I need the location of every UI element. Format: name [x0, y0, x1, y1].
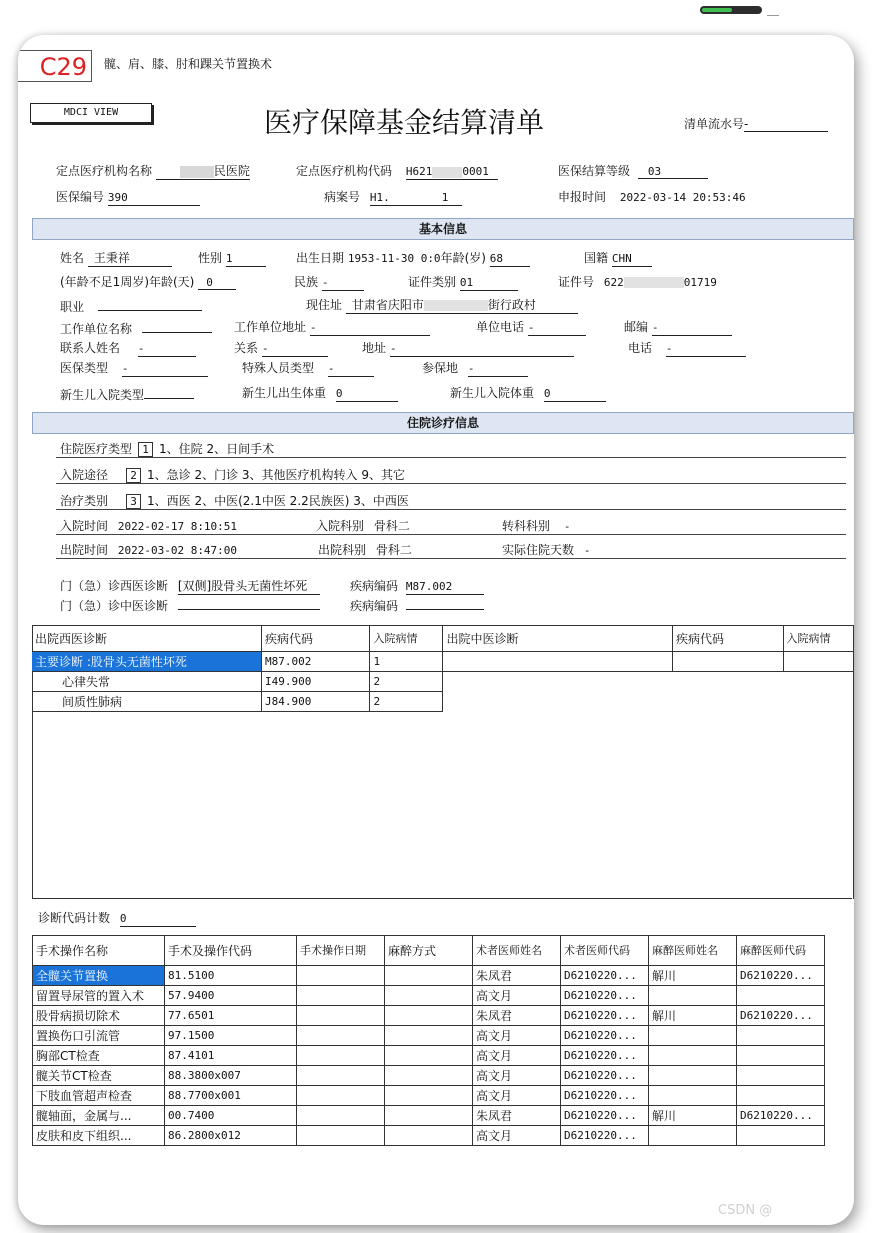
table-row[interactable]	[33, 1026, 825, 1046]
infant-age: (年龄不足1周岁)年龄(天) 0	[60, 273, 236, 290]
insurance-type: 医保类型 -	[60, 359, 208, 377]
op-header-anes: 麻醉方式	[385, 936, 473, 966]
mdci-view-button[interactable]: MDCI VIEW	[30, 103, 152, 123]
op-anes-code	[737, 1046, 825, 1066]
table-row[interactable]	[33, 1086, 825, 1106]
med-type: 住院医疗类型 1 1、住院 2、日间手术	[60, 442, 275, 456]
op-code: 77.6501	[165, 1006, 297, 1026]
op-anes	[385, 1126, 473, 1146]
page-title: 医疗保障基金结算清单	[264, 106, 545, 139]
id-type: 证件类别 01	[408, 273, 518, 291]
newborn-birth-weight: 新生儿出生体重 0	[242, 384, 398, 402]
diag-header-chinese: 出院中医诊断	[443, 626, 672, 652]
op-anes-doctor	[649, 986, 737, 1006]
newborn-type: 新生儿入院类型	[60, 384, 194, 403]
drg-title: 髋、肩、膝、肘和踝关节置换术	[104, 57, 273, 71]
stay-days: 实际住院天数 -	[502, 543, 591, 557]
patient-birth: 出生日期 1953-11-30 0:0年龄(岁) 68	[296, 249, 530, 267]
op-date	[297, 1086, 385, 1106]
top-divider	[767, 15, 779, 16]
op-anes-code: D6210220...	[737, 1006, 825, 1026]
op-date	[297, 986, 385, 1006]
op-header-anes-code: 麻醉医师代码	[737, 936, 825, 966]
op-surgeon-code: D6210220...	[561, 1086, 649, 1106]
case-number: 病案号 H1. 1	[324, 188, 462, 206]
op-anes-code: D6210220...	[737, 966, 825, 986]
admit-time: 入院时间 2022-02-17 8:10:51	[60, 519, 238, 533]
table-row[interactable]	[33, 966, 825, 986]
diag-header-code: 疾病代码	[261, 626, 369, 652]
op-anes	[385, 966, 473, 986]
table-row[interactable]	[33, 1126, 825, 1146]
op-header-anes-doctor: 麻醉医师姓名	[649, 936, 737, 966]
insured-place: 参保地 -	[422, 359, 528, 377]
op-anes	[385, 1106, 473, 1126]
op-name[interactable]: 留置导尿管的置入术	[33, 986, 165, 1006]
op-name[interactable]: 皮肤和皮下组织...	[33, 1126, 165, 1146]
diag-code: I49.900	[261, 672, 369, 692]
transfer-dept: 转科科别 -	[502, 519, 571, 533]
op-surgeon-code: D6210220...	[561, 1126, 649, 1146]
op-anes-doctor	[649, 1126, 737, 1146]
table-row[interactable]	[33, 986, 825, 1006]
op-date	[297, 1126, 385, 1146]
operations-table	[32, 935, 825, 1146]
op-surgeon: 高文月	[473, 1126, 561, 1146]
op-anes-doctor	[649, 1066, 737, 1086]
op-surgeon-code: D6210220...	[561, 1106, 649, 1126]
contact-address: 地址 -	[362, 339, 574, 357]
diag-name: 间质性肺病	[32, 692, 261, 712]
section-basic-heading: 基本信息	[32, 218, 854, 240]
admit-route: 入院途径 2 1、急诊 2、门诊 3、其他医疗机构转入 9、其它	[60, 468, 405, 482]
op-anes	[385, 1026, 473, 1046]
diag-cond: 2	[370, 692, 443, 712]
op-anes	[385, 1006, 473, 1026]
op-surgeon: 朱凤君	[473, 966, 561, 986]
op-anes-code	[737, 1026, 825, 1046]
id-number: 证件号 622 01719	[558, 275, 717, 289]
diag-header-cond: 入院病情	[370, 626, 443, 652]
op-header-name: 手术操作名称	[33, 936, 165, 966]
op-anes-code	[737, 1126, 825, 1146]
op-anes-doctor	[649, 1026, 737, 1046]
op-header-surgeon: 术者医师姓名	[473, 936, 561, 966]
battery-indicator	[700, 6, 762, 14]
op-date	[297, 966, 385, 986]
settle-level: 医保结算等级 03	[558, 162, 708, 179]
op-date	[297, 1046, 385, 1066]
op-code: 88.7700x001	[165, 1086, 297, 1106]
report-time: 申报时间 2022-03-14 20:53:46	[558, 190, 746, 204]
inst-name: 定点医疗机构名称 民医院	[56, 164, 250, 178]
op-anes-doctor: 解川	[649, 966, 737, 986]
op-name[interactable]: 全髋关节置换	[33, 966, 165, 986]
contact-phone: 电话 -	[628, 339, 746, 357]
op-code: 97.1500	[165, 1026, 297, 1046]
occupation: 职业	[60, 296, 202, 315]
op-code: 57.9400	[165, 986, 297, 1006]
diag-header-code2: 疾病代码	[672, 626, 783, 652]
op-code: 81.5100	[165, 966, 297, 986]
op-header-surgeon-code: 术者医师代码	[561, 936, 649, 966]
opd-western-diagnosis: 门（急）诊西医诊断 [双侧]股骨头无菌性坏死	[60, 577, 320, 595]
op-anes-code: D6210220...	[737, 1106, 825, 1126]
op-surgeon: 朱凤君	[473, 1006, 561, 1026]
current-address: 现住址 甘肃省庆阳市 街行政村	[306, 296, 578, 314]
ethnic: 民族 -	[294, 273, 364, 291]
op-name[interactable]: 下肢血管超声检查	[33, 1086, 165, 1106]
op-anes-doctor	[649, 1086, 737, 1106]
work-phone: 单位电话 -	[476, 318, 586, 336]
admit-dept: 入院科别 骨科二	[316, 519, 410, 533]
patient-sex: 性别 1	[198, 249, 266, 267]
op-anes-doctor: 解川	[649, 1006, 737, 1026]
discharge-dept: 出院科别 骨科二	[318, 543, 412, 557]
settlement-sheet	[18, 35, 854, 1225]
op-surgeon: 高文月	[473, 1066, 561, 1086]
treat-category: 治疗类别 3 1、西医 2、中医(2.1中医 2.2民族医) 3、中西医	[60, 494, 409, 508]
patient-nation: 国籍 CHN	[584, 249, 652, 267]
op-name[interactable]: 胸部CT检查	[33, 1046, 165, 1066]
table-row[interactable]	[32, 652, 854, 672]
op-header-date: 手术操作日期	[297, 936, 385, 966]
section-hosp-heading: 住院诊疗信息	[32, 412, 854, 434]
op-date	[297, 1106, 385, 1126]
insurance-number: 医保编号 390	[56, 188, 200, 206]
op-anes-doctor: 解川	[649, 1106, 737, 1126]
diag-cond: 2	[370, 672, 443, 692]
work-unit: 工作单位名称	[60, 318, 212, 337]
op-date	[297, 1066, 385, 1086]
table-row[interactable]	[33, 1006, 825, 1026]
op-anes-code	[737, 986, 825, 1006]
opd-western-code: 疾病编码 M87.002	[350, 577, 484, 595]
table-row[interactable]	[33, 1046, 825, 1066]
op-surgeon-code: D6210220...	[561, 1066, 649, 1086]
table-row[interactable]	[33, 1106, 825, 1126]
op-date	[297, 1006, 385, 1026]
table-row[interactable]	[32, 672, 854, 692]
op-anes	[385, 1086, 473, 1106]
diag-cond: 1	[370, 652, 443, 672]
op-surgeon: 朱凤君	[473, 1106, 561, 1126]
opd-chinese-diagnosis: 门（急）诊中医诊断	[60, 595, 320, 614]
op-surgeon: 高文月	[473, 986, 561, 1006]
contact-relation: 关系 -	[234, 339, 328, 357]
op-surgeon-code: D6210220...	[561, 986, 649, 1006]
op-code: 00.7400	[165, 1106, 297, 1126]
diag-header-cond2: 入院病情	[783, 626, 854, 652]
op-surgeon-code: D6210220...	[561, 1026, 649, 1046]
op-surgeon-code: D6210220...	[561, 1046, 649, 1066]
diag-header-west: 出院西医诊断	[32, 626, 261, 652]
op-name[interactable]: 置换伤口引流管	[33, 1026, 165, 1046]
op-surgeon-code: D6210220...	[561, 966, 649, 986]
op-name[interactable]: 髋轴面，金属与...	[33, 1106, 165, 1126]
op-anes	[385, 986, 473, 1006]
op-anes-doctor	[649, 1046, 737, 1066]
op-surgeon: 高文月	[473, 1086, 561, 1106]
op-anes	[385, 1046, 473, 1066]
diag-count: 诊断代码计数 0	[38, 909, 196, 927]
discharge-time: 出院时间 2022-03-02 8:47:00	[60, 543, 238, 557]
work-address: 工作单位地址 -	[234, 318, 430, 336]
op-surgeon-code: D6210220...	[561, 1006, 649, 1026]
op-anes-code	[737, 1066, 825, 1086]
drg-badge: C29	[18, 50, 92, 82]
op-code: 88.3800x007	[165, 1066, 297, 1086]
op-surgeon: 高文月	[473, 1046, 561, 1066]
special-type: 特殊人员类型 -	[242, 359, 374, 377]
contact-name: 联系人姓名 -	[60, 339, 196, 357]
op-code: 87.4101	[165, 1046, 297, 1066]
op-surgeon: 高文月	[473, 1026, 561, 1046]
newborn-admit-weight: 新生儿入院体重 0	[450, 384, 606, 402]
op-name[interactable]: 股骨病损切除术	[33, 1006, 165, 1026]
table-row[interactable]	[32, 692, 854, 712]
zip-code: 邮编 -	[624, 318, 732, 336]
op-code: 86.2800x012	[165, 1126, 297, 1146]
table-row[interactable]	[33, 1066, 825, 1086]
diag-code: J84.900	[261, 692, 369, 712]
op-anes	[385, 1066, 473, 1086]
diag-name[interactable]: 主要诊断 :股骨头无菌性坏死	[32, 652, 261, 672]
patient-name: 姓名 王秉祥	[60, 249, 172, 267]
diag-code: M87.002	[261, 652, 369, 672]
diag-name: 心律失常	[32, 672, 261, 692]
watermark: CSDN @	[718, 1203, 773, 1218]
op-date	[297, 1026, 385, 1046]
serial-number: 清单流水号-	[684, 115, 828, 132]
opd-chinese-code: 疾病编码	[350, 595, 484, 614]
op-header-code: 手术及操作代码	[165, 936, 297, 966]
diagnosis-table	[32, 625, 854, 712]
inst-code: 定点医疗机构代码 H621 0001	[296, 162, 498, 180]
op-name[interactable]: 髋关节CT检查	[33, 1066, 165, 1086]
op-anes-code	[737, 1086, 825, 1106]
